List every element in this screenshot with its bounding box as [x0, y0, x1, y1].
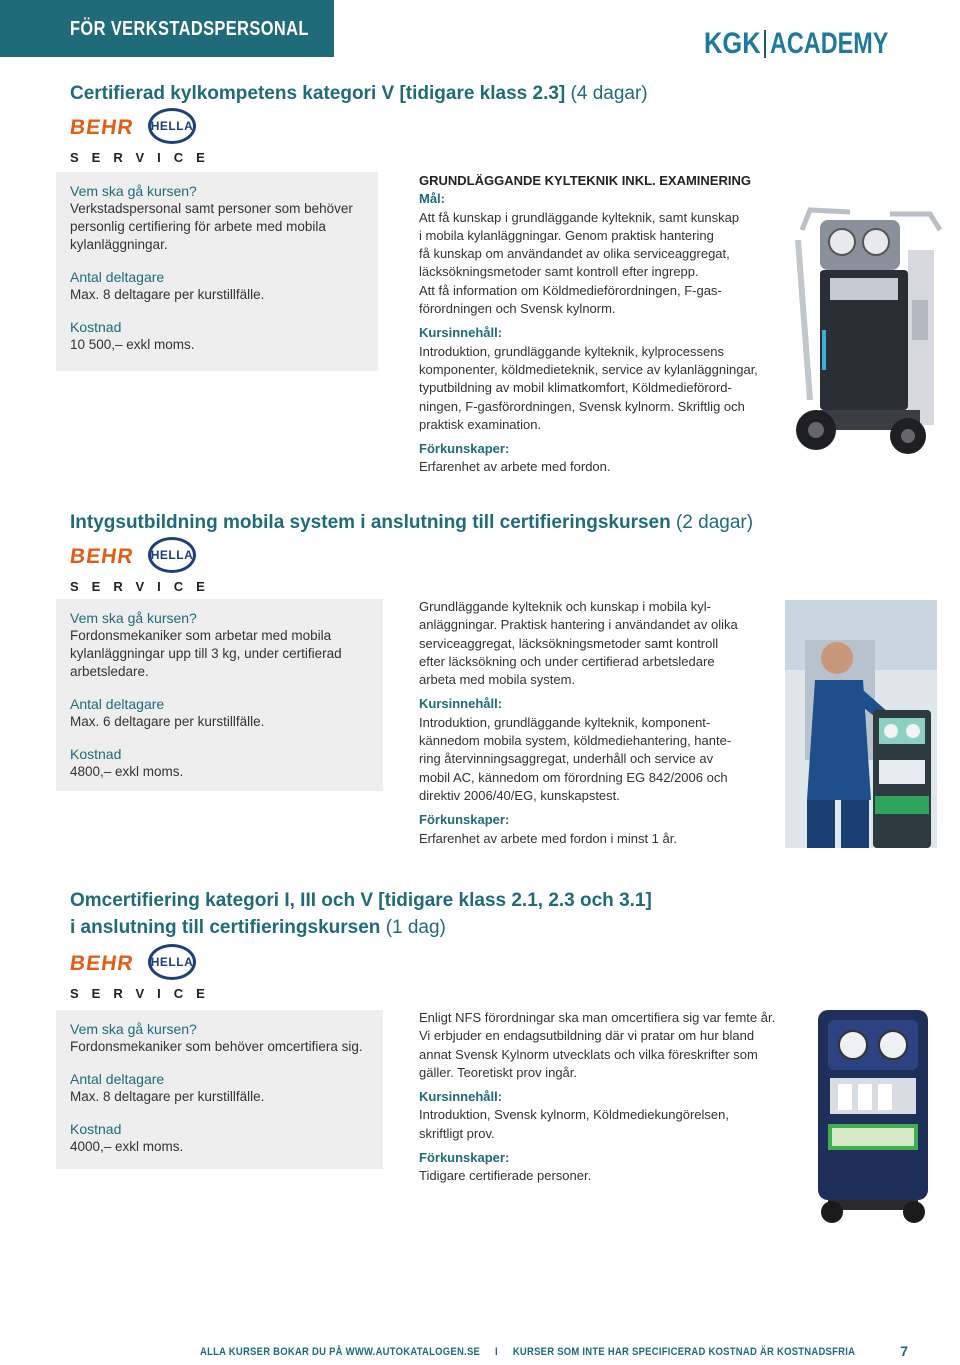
ac-service-machine-image	[780, 200, 950, 470]
course-3-infobox	[56, 1010, 383, 1169]
course-1-infobox	[56, 172, 378, 371]
service-logo-text: SERVICE	[70, 579, 218, 594]
prereq-label: Förkunskaper:	[419, 1150, 510, 1166]
footer-separator: I	[495, 1346, 498, 1358]
who-text-line: arbetsledare.	[70, 664, 149, 679]
course-2-description	[419, 598, 769, 848]
intro-text-line: arbeta med mobila system.	[419, 672, 576, 688]
course-1-description	[419, 172, 789, 477]
participants-label: Antal deltagare	[70, 696, 165, 712]
course-2-title	[70, 509, 753, 536]
hella-logo-text: HELLA	[150, 119, 194, 133]
footer-booking-text: ALLA KURSER BOKAR DU PÅ WWW.AUTOKATALOGEN.SE	[200, 1346, 481, 1358]
kgk-academy-logo	[694, 28, 922, 60]
course-heading: GRUNDLÄGGANDE KYLTEKNIK INKL. EXAMINERING	[419, 173, 751, 188]
brand-kgk: KGK	[703, 27, 761, 60]
behr-hella-service-logo	[68, 944, 218, 1004]
prereq-label: Förkunskaper:	[419, 441, 510, 457]
hella-logo-text: HELLA	[150, 955, 194, 969]
intro-text-line: Vi erbjuder en endagsutbildning där vi pratar om hur bland	[419, 1028, 755, 1044]
goal-label: Mål:	[419, 191, 445, 207]
participants-text: Max. 8 deltagare per kurstillfälle.	[70, 1089, 265, 1104]
content-text-line: ring återvinningsaggregat, underhåll och service av	[419, 751, 714, 767]
course-3-title-line2: i anslutning till certifieringskursen	[70, 917, 381, 938]
brand-separator	[764, 30, 766, 58]
participants-text: Max. 8 deltagare per kurstillfälle.	[70, 287, 265, 302]
content-text-line: Introduktion, grundläggande kylteknik, kylprocessens	[419, 343, 724, 359]
course-2-infobox	[56, 599, 383, 791]
content-text-line: typutbildning av mobil klimatkomfort, Köldmedieförord-	[419, 380, 732, 396]
intro-text-line: serviceaggregat, läcksökningsmetoder samt kontroll	[419, 635, 719, 651]
intro-text-line: efter läcksökning och under certifierad arbetsledare	[419, 653, 715, 669]
course-3-title	[70, 887, 652, 941]
ac-station-image	[808, 1000, 938, 1225]
prereq-text: Tidigare certifierade personer.	[419, 1168, 592, 1184]
behr-logo: BEHR	[68, 952, 136, 975]
course-2-title-text: Intygsutbildning mobila system i anslutning till certifieringskursen	[70, 512, 671, 533]
content-text-line: praktisk examination.	[419, 416, 542, 432]
service-logo-text: SERVICE	[70, 150, 218, 165]
content-text-line: skriftligt prov.	[419, 1125, 495, 1141]
course-1-title	[70, 80, 648, 107]
who-label: Vem ska gå kursen?	[70, 1021, 197, 1037]
cost-label: Kostnad	[70, 1121, 122, 1137]
who-text-line: Fordonsmekaniker som arbetar med mobila	[70, 628, 332, 643]
brand-academy: ACADEMY	[770, 27, 889, 60]
goal-text-line: förordningen och Svensk kylnorm.	[419, 301, 616, 317]
behr-logo: BEHR	[68, 116, 136, 139]
hella-logo	[148, 108, 196, 144]
participants-label: Antal deltagare	[70, 269, 165, 285]
who-text-line: kylanläggningar.	[70, 237, 168, 252]
intro-text-line: Enligt NFS förordningar ska man omcertifiera sig var femte år.	[419, 1010, 776, 1025]
content-text-line: direktiv 2006/40/EG, kunskapstest.	[419, 787, 620, 803]
course-1-duration: (4 dagar)	[570, 83, 648, 104]
who-text-line: personlig certifiering för arbete med mobila	[70, 219, 326, 234]
course-1-title-text: Certifierad kylkompetens kategori V [tidigare klass 2.3]	[70, 83, 566, 104]
hella-logo	[148, 944, 196, 980]
intro-text-line: annat Svensk Kylnorm utvecklats och vilka föreskrifter som	[419, 1046, 758, 1062]
behr-hella-service-logo	[68, 537, 218, 597]
cost-text: 4800,– exkl moms.	[70, 764, 184, 779]
page-number: 7	[900, 1343, 908, 1359]
content-text-line: komponenter, köldmedieteknik, service av kylanläggningar,	[419, 361, 758, 377]
prereq-text: Erfarenhet av arbete med fordon i minst 1 år.	[419, 830, 677, 846]
behr-hella-service-logo	[68, 108, 218, 168]
content-text-line: ningen, F-gasförordningen, Svensk kylnorm. Skriftlig och	[419, 398, 745, 414]
goal-text-line: Att få kunskap i grundläggande kylteknik, samt kunskap	[419, 209, 740, 225]
participants-text: Max. 6 deltagare per kurstillfälle.	[70, 714, 265, 729]
goal-text-line: läcksökningsmetoder samt kontroll efter ingrepp.	[419, 264, 699, 280]
cost-label: Kostnad	[70, 319, 122, 335]
content-text-line: Introduktion, grundläggande kylteknik, komponent-	[419, 714, 711, 730]
service-logo-text: SERVICE	[70, 986, 218, 1001]
who-label: Vem ska gå kursen?	[70, 183, 197, 199]
goal-text-line: få kunskap om användandet av olika serviceaggregat,	[419, 246, 730, 262]
footer	[200, 1346, 855, 1358]
content-label: Kursinnehåll:	[419, 1089, 503, 1105]
cost-text: 10 500,– exkl moms.	[70, 337, 195, 352]
course-3-duration: (1 dag)	[385, 917, 446, 938]
cost-text: 4000,– exkl moms.	[70, 1139, 184, 1154]
who-text-line: Fordonsmekaniker som behöver omcertifiera sig.	[70, 1039, 363, 1054]
cost-label: Kostnad	[70, 746, 122, 762]
mechanic-with-machine-image	[785, 600, 937, 848]
participants-label: Antal deltagare	[70, 1071, 165, 1087]
prereq-text: Erfarenhet av arbete med fordon.	[419, 459, 611, 475]
content-label: Kursinnehåll:	[419, 325, 503, 341]
goal-text-line: i mobila kylanläggningar. Genom praktisk hantering	[419, 227, 714, 243]
footer-cost-note: KURSER SOM INTE HAR SPECIFICERAD KOSTNAD ÄR KOSTNADSFRIA	[512, 1346, 856, 1358]
content-label: Kursinnehåll:	[419, 696, 503, 712]
intro-text-line: Grundläggande kylteknik och kunskap i mobila kyl-	[419, 599, 711, 614]
course-2-duration: (2 dagar)	[675, 512, 754, 533]
prereq-label: Förkunskaper:	[419, 812, 510, 828]
intro-text-line: gäller. Teoretiskt prov ingår.	[419, 1064, 578, 1080]
course-3-description	[419, 1009, 804, 1186]
who-label: Vem ska gå kursen?	[70, 610, 197, 626]
content-text-line: Introduktion, Svensk kylnorm, Köldmediekungörelsen,	[419, 1107, 729, 1123]
who-text-line: Verkstadspersonal samt personer som behöver	[70, 201, 353, 216]
content-text-line: kännedom mobila system, köldmediehantering, hante-	[419, 733, 732, 749]
content-text-line: mobil AC, kännedom om förordning EG 842/2006 och	[419, 769, 728, 785]
hella-logo	[148, 537, 196, 573]
behr-logo: BEHR	[68, 545, 136, 568]
intro-text-line: anläggningar. Praktisk hantering i användandet av olika	[419, 617, 738, 633]
hella-logo-text: HELLA	[150, 548, 194, 562]
who-text-line: kylanläggningar upp till 3 kg, under certifierad	[70, 646, 342, 661]
section-title: FÖR VERKSTADSPERSONAL	[70, 18, 309, 40]
goal-text-line: Att få information om Köldmedieförordningen, F-gas-	[419, 282, 722, 298]
course-3-title-line1: Omcertifiering kategori I, III och V [tidigare klass 2.1, 2.3 och 3.1]	[70, 890, 652, 911]
